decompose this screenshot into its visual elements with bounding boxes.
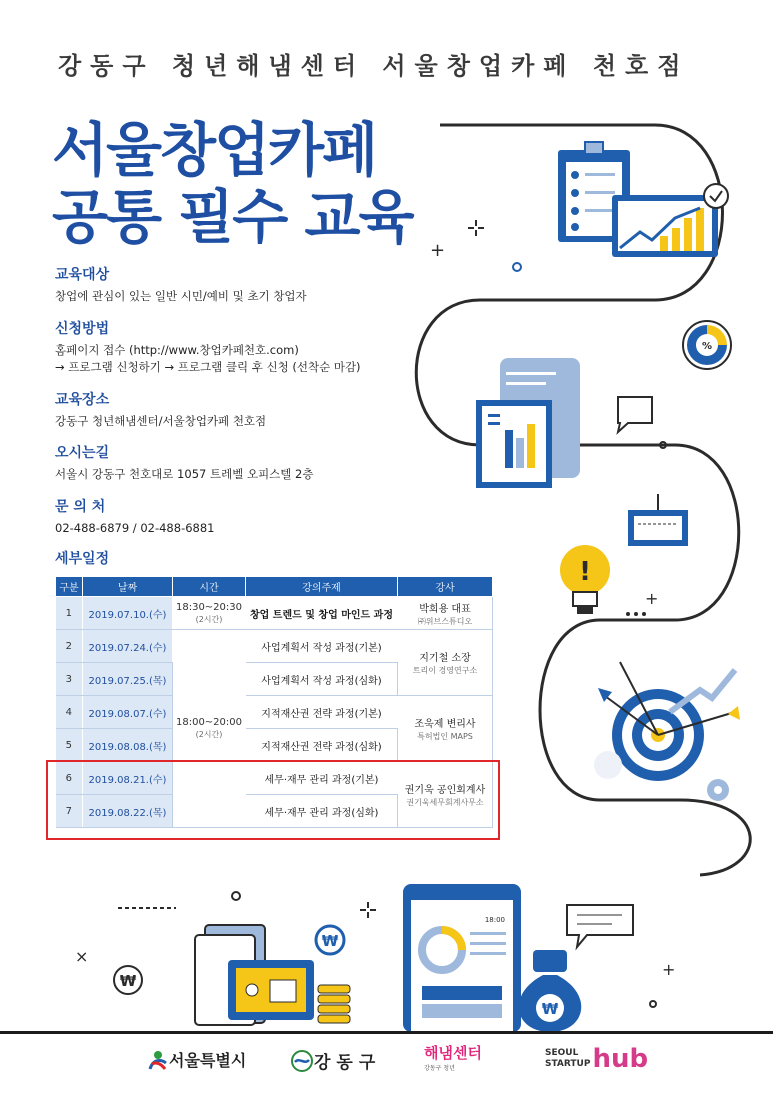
- info-contact-label: 문 의 처: [55, 499, 106, 515]
- startup-hub-word: hub: [592, 1044, 649, 1074]
- table-header-row: [56, 577, 493, 597]
- schedule-title: 세부일정: [55, 551, 110, 567]
- percent-text: %: [701, 341, 713, 352]
- header-instructor: 강사: [398, 577, 493, 597]
- info-place: [55, 389, 266, 430]
- time-duration: (2시간): [195, 614, 223, 624]
- row-topic: 세무·재무 관리 과정(기본): [246, 762, 398, 795]
- hanging-sign-icon: [628, 494, 688, 546]
- plus-icon: +: [430, 240, 446, 261]
- gangdong-emblem-icon: [290, 1049, 314, 1073]
- startup-hub-line2: STARTUP: [545, 1059, 591, 1069]
- row-no: 7: [56, 795, 83, 828]
- haenaem-logo-subtext: 강동구 청년: [424, 1065, 455, 1072]
- dots-icon: [626, 612, 646, 616]
- row-no: 4: [56, 696, 83, 729]
- info-apply: [55, 318, 361, 376]
- close-x-icon: ×: [75, 947, 89, 966]
- exclamation-text: !: [579, 557, 591, 587]
- coin-stack-icon: [318, 985, 350, 1023]
- row-topic: 세무·재무 관리 과정(심화): [246, 795, 398, 828]
- won-symbol: ₩: [119, 972, 137, 990]
- row-date: 2019.07.25.(목): [83, 663, 173, 696]
- won-symbol: ₩: [541, 1000, 559, 1018]
- info-apply-value1[interactable]: 홈페이지 접수 (http://www.창업카페천호.com): [55, 343, 299, 357]
- instructor-org: ㈜위브스튜디오: [417, 616, 473, 626]
- row-topic: 사업계획서 작성 과정(심화): [246, 663, 398, 696]
- startup-hub-line1: SEOUL: [545, 1048, 579, 1058]
- speech-bubble-icon: [567, 905, 633, 947]
- highlight-box: [46, 760, 500, 840]
- organization-header: 강동구 청년해냄센터 서울창업카페 천호점: [58, 52, 690, 80]
- haenaem-logo-text: 해냄센터: [424, 1044, 482, 1062]
- gear-icon-faint: [594, 751, 622, 779]
- info-directions-value: 서울시 강동구 천호대로 1057 트레벨 오피스텔 2층: [55, 467, 314, 481]
- instructor-name: 박희용 대표: [419, 603, 471, 615]
- time-value: 18:00~20:00: [175, 717, 242, 728]
- row-no: 1: [56, 597, 83, 630]
- instructor-cell: [398, 630, 493, 696]
- seoul-logo: [147, 1048, 246, 1071]
- instructor-name: 지기철 소장: [419, 653, 471, 664]
- smartphone-icon: [403, 884, 521, 1032]
- safe-icon: [228, 960, 314, 1020]
- row-topic: 지적재산권 전략 과정(심화): [246, 729, 398, 762]
- instructor-org: 트리이 경영연구소: [412, 666, 478, 675]
- row-topic: 지적재산권 전략 과정(기본): [246, 696, 398, 729]
- instructor-cell: [398, 696, 493, 762]
- row-date: 2019.08.08.(목): [83, 729, 173, 762]
- dot-icon: [650, 1001, 656, 1007]
- instructor-cell: [398, 597, 493, 630]
- info-place-value: 강동구 청년해냄센터/서울창업카페 천호점: [55, 414, 267, 428]
- row-no: 3: [56, 663, 83, 696]
- dot-icon: [513, 263, 521, 271]
- row-date: 2019.08.07.(수): [83, 696, 173, 729]
- info-apply-value2: → 프로그램 신청하기 → 프로그램 클릭 후 신청 (선착순 마감): [55, 360, 361, 374]
- instructor-org: 특허법인 MAPS: [417, 732, 473, 741]
- plus-icon: +: [645, 589, 659, 608]
- info-target-value: 창업에 관심이 있는 일반 시민/예비 및 초기 창업자: [55, 289, 307, 303]
- dot-icon: [232, 892, 240, 900]
- info-place-label: 교육장소: [55, 392, 110, 408]
- row-date: 2019.08.21.(수): [83, 762, 173, 795]
- row-no: 5: [56, 729, 83, 762]
- plus-icon: +: [662, 960, 676, 979]
- page-title-line1: 서울창업카페: [52, 116, 377, 184]
- info-target: [55, 264, 307, 305]
- info-contact-value: 02-488-6879 / 02-488-6881: [55, 521, 215, 535]
- seoul-startup-hub-logo: [545, 1044, 648, 1074]
- info-target-label: 교육대상: [55, 267, 110, 283]
- seoul-emblem-icon: [147, 1049, 169, 1071]
- info-directions: [55, 442, 313, 483]
- row-no: 2: [56, 630, 83, 663]
- report-document-icon: [476, 358, 580, 488]
- info-directions-label: 오시는길: [55, 445, 110, 461]
- instructor-org: 권기욱세무회계사무소: [406, 798, 484, 807]
- instructor-name: 권기욱 공인회계사: [404, 785, 486, 796]
- speech-bubble-icon: [618, 397, 652, 432]
- haenaem-center-logo: [424, 1042, 482, 1072]
- gangdong-logo-text: 강동구: [314, 1053, 382, 1073]
- phone-status-text: 18:00: [484, 916, 505, 924]
- info-apply-label: 신청방법: [55, 321, 110, 337]
- sparkle-icon: [360, 902, 376, 918]
- row-date: 2019.07.24.(수): [83, 630, 173, 663]
- row-no: 6: [56, 762, 83, 795]
- seoul-logo-text: 서울특별시: [169, 1051, 247, 1070]
- footer-divider: [0, 1031, 773, 1034]
- table-row: [56, 696, 493, 729]
- table-row: [56, 630, 493, 663]
- table-row: [56, 597, 493, 630]
- money-bag-icon: [519, 950, 581, 1032]
- info-contact: [55, 496, 214, 537]
- row-date: 2019.07.10.(수): [83, 597, 173, 630]
- gear-icon: [707, 779, 729, 801]
- row-date: 2019.08.22.(목): [83, 795, 173, 828]
- gangdong-logo: [290, 1048, 381, 1073]
- time-value: 18:30~20:30: [175, 601, 242, 613]
- header-no: 구분: [56, 577, 83, 597]
- header-topic: 강의주제: [246, 577, 398, 597]
- page-title-line2: 공통 필수 교육: [52, 183, 413, 251]
- won-symbol: ₩: [321, 932, 339, 950]
- row-topic: 창업 트렌드 및 창업 마인드 과정: [246, 597, 398, 630]
- row-topic: 사업계획서 작성 과정(기본): [246, 630, 398, 663]
- instructor-name: 조욱제 변리사: [414, 719, 476, 730]
- footer-logos: [0, 1040, 773, 1090]
- sparkle-icon: [468, 220, 484, 236]
- header-time: 시간: [173, 577, 246, 597]
- time-cell-first: [173, 597, 246, 630]
- time-duration: (2시간): [195, 730, 223, 739]
- header-date: 날짜: [83, 577, 173, 597]
